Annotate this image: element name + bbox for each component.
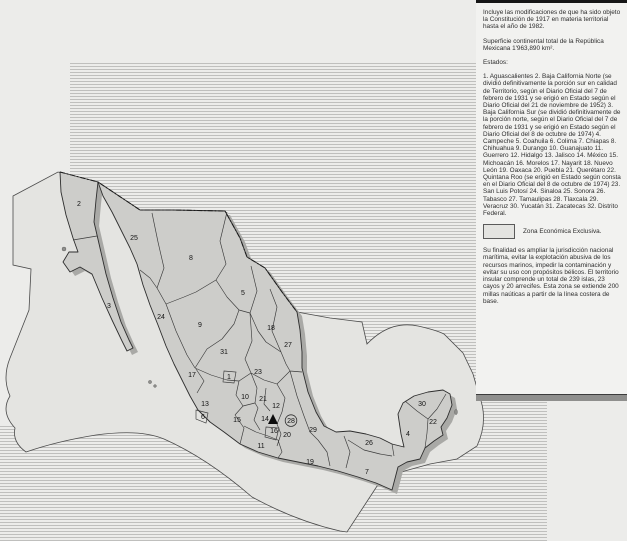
state-number-5: 5	[241, 290, 245, 297]
info-panel	[476, 0, 627, 401]
state-number-26: 26	[365, 440, 373, 447]
state-number-7: 7	[365, 469, 369, 476]
state-number-10: 10	[241, 394, 249, 401]
state-number-11: 11	[257, 443, 265, 450]
surface-note: Superficie continental total de la República Mexicana 1'963,890 km².	[483, 37, 604, 52]
state-number-25: 25	[130, 235, 138, 242]
eez-description: Su finalidad es ampliar la jurisdicción nacional marítima, evitar la explotación abusiva de los recursos marinos, impedir la contaminación y evitar su uso con propósitos bélicos. El territorio insular comprende un total de 239 islas, 23 cayos y 20 arrecifes. Esta zona se extiende 200 millas naúticas a partir de la línea costera de base.	[483, 247, 619, 305]
state-number-16: 16	[270, 428, 278, 435]
state-number-9: 9	[198, 322, 202, 329]
state-number-18: 18	[267, 325, 275, 332]
state-number-1: 1	[227, 374, 231, 381]
state-number-14: 14	[261, 416, 269, 423]
state-number-13: 13	[201, 401, 209, 408]
state-number-20: 20	[283, 432, 291, 439]
state-number-23: 23	[254, 369, 262, 376]
state-number-3: 3	[107, 303, 111, 310]
state-number-2: 2	[77, 201, 81, 208]
state-number-24: 24	[157, 314, 165, 321]
eez-legend	[483, 224, 621, 239]
panel-bottom-bar	[476, 394, 627, 401]
state-number-31: 31	[220, 349, 228, 356]
state-number-21: 21	[259, 396, 267, 403]
state-number-8: 8	[189, 255, 193, 262]
state-number-17: 17	[188, 372, 196, 379]
eez-legend-swatch	[483, 224, 515, 239]
state-number-15: 15	[233, 417, 241, 424]
state-number-27: 27	[284, 342, 292, 349]
state-number-19: 19	[306, 459, 314, 466]
state-number-4: 4	[406, 431, 410, 438]
state-number-6: 6	[201, 414, 205, 421]
estados-list: 1. Aguascalientes 2. Baja California Norte (se dividió definitivamente la porción sur en calidad de Territorio, según el Diario Oficial del 7 de febrero de 1931 y se erigió en Estado según el Diario Oficial del 21 de noviembre de 1952) 3. Baja California Sur (se dividió definitivamente de la porción norte, según el Diario Oficial del 7 de febrero de 1931 y se erigió en Estado según el Diario Oficial del 8 de octubre de 1974) 4. Campeche 5. Coahuila 6. Colima 7. Chiapas 8. Chihuahua 9. Durango 10. Guanajuato 11. Guerrero 12. Hidalgo 13. Jalisco 14. México 15. Michoacán 16. Morelos 17. Nayarit 18. Nuevo León 19. Oaxaca 20. Puebla 21. Querétaro 22. Quintana Roo (se erigió en Estado según consta en el Diario Oficial del 8 de octubre de 1974) 23. San Luis Potosí 24. Sinaloa 25. Sonora 26. Tabasco 27. Tamaulipas 28. Tlaxcala 29. Veracruz 30. Yucatán 31. Zacatecas 32. Distrito Federal.	[483, 73, 621, 218]
state-number-30: 30	[418, 401, 426, 408]
state-number-28: 28	[287, 418, 295, 425]
eez-legend-label: Zona Económica Exclusiva.	[523, 228, 602, 236]
state-number-22: 22	[429, 419, 437, 426]
state-number-12: 12	[272, 403, 280, 410]
estados-heading: Estados:	[483, 59, 508, 67]
state-number-29: 29	[309, 427, 317, 434]
intro-note: Incluye las modificaciones de que ha sido objeto la Constitución de 1917 en materia territorial hasta el año de 1982.	[483, 9, 621, 31]
